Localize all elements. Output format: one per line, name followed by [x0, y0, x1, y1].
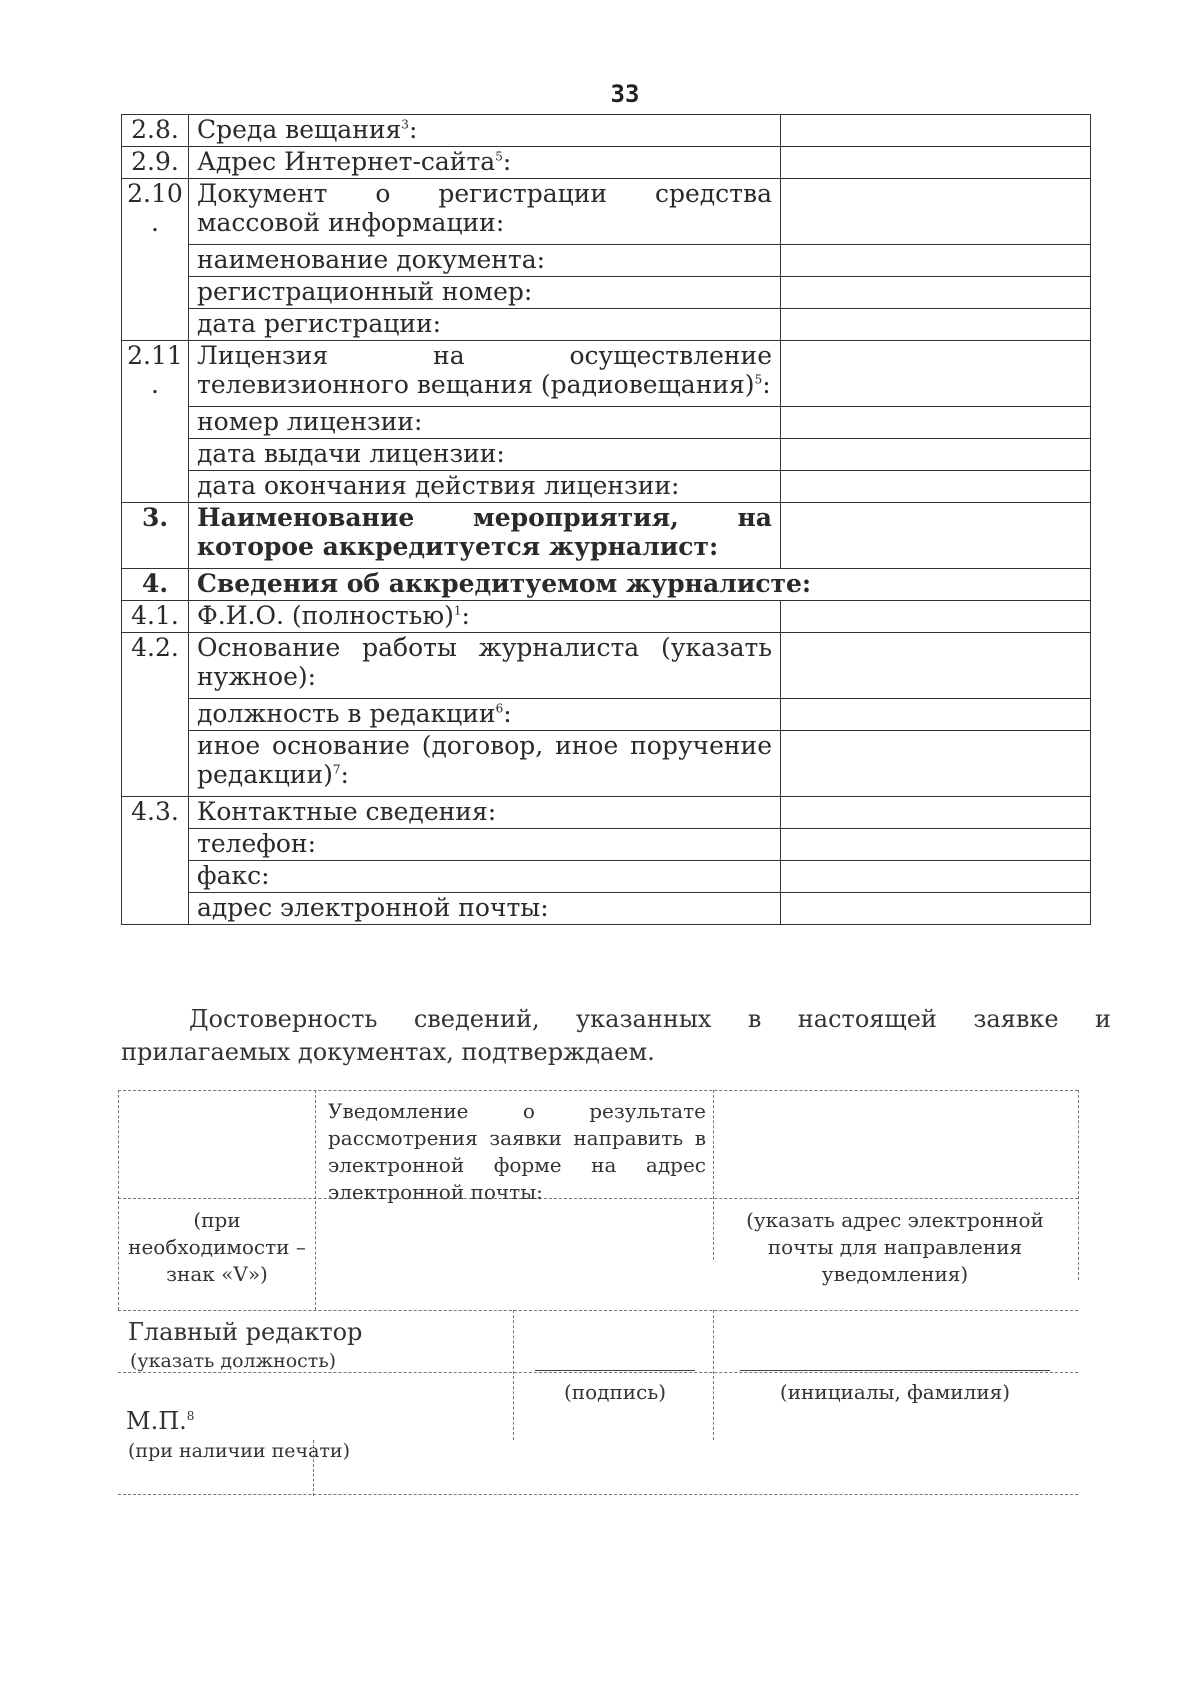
table-row [122, 439, 1091, 471]
row-number: 3. [122, 503, 189, 569]
signature-line[interactable] [535, 1370, 695, 1371]
checkbox-hint: (при необходимости – знак «V») [128, 1208, 306, 1286]
row-label: Основание работы журналиста (указать нужное): [189, 633, 781, 699]
row-label: адрес электронной почты: [189, 893, 781, 925]
row-value-cell[interactable] [781, 893, 1091, 925]
table-row [122, 147, 1091, 179]
row-value-cell[interactable] [781, 277, 1091, 309]
row-value-cell[interactable] [781, 439, 1091, 471]
confirmation-text: Достоверность сведений, указанных в настоящей заявке и прилагаемых документах, подтверждаем. [121, 1005, 1111, 1066]
row-label: Ф.И.О. (полностью)$^1$: [189, 601, 781, 633]
row-label: Лицензия на осуществление телевизионного вещания (радиовещания)$^5$: [189, 341, 781, 407]
row-label: наименование документа: [189, 245, 781, 277]
section-heading: Сведения об аккредитуемом журналисте: [189, 569, 1091, 601]
row-value-cell[interactable] [781, 341, 1091, 407]
email-input-area[interactable] [718, 1095, 1074, 1195]
row-number: 4. [122, 569, 189, 601]
divider [1078, 1090, 1079, 1280]
row-label: дата выдачи лицензии: [189, 439, 781, 471]
divider [118, 1090, 119, 1310]
table-row [122, 407, 1091, 439]
row-number: 4.3. [122, 797, 189, 925]
row-number: 2.11 . [122, 341, 189, 503]
row-value-cell[interactable] [781, 407, 1091, 439]
row-value-cell[interactable] [781, 503, 1091, 569]
application-form-table [121, 114, 1091, 925]
row-label: Среда вещания$^3$: [189, 115, 781, 147]
table-row [122, 893, 1091, 925]
table-row [122, 601, 1091, 633]
row-label: дата регистрации: [189, 309, 781, 341]
row-value-cell[interactable] [781, 245, 1091, 277]
table-row [122, 633, 1091, 699]
row-number: 2.8. [122, 115, 189, 147]
row-number: 2.10 . [122, 179, 189, 341]
table-row [122, 861, 1091, 893]
divider [713, 1090, 714, 1260]
row-label: Адрес Интернет-сайта$^5$: [189, 147, 781, 179]
row-value-cell[interactable] [781, 601, 1091, 633]
table-row [122, 245, 1091, 277]
row-label: Контактные сведения: [189, 797, 781, 829]
row-value-cell[interactable] [781, 633, 1091, 699]
row-value-cell[interactable] [781, 797, 1091, 829]
row-value-cell[interactable] [781, 471, 1091, 503]
row-label: Наименование мероприятия, на которое аккредитуется журналист: [189, 503, 781, 569]
row-label: факс: [189, 861, 781, 893]
table-row [122, 569, 1091, 601]
email-hint: (указать адрес электронной почты для направления уведомления) [746, 1208, 1044, 1286]
name-hint: (инициалы, фамилия) [779, 1380, 1011, 1404]
table-row [122, 277, 1091, 309]
row-value-cell[interactable] [781, 861, 1091, 893]
table-row [122, 309, 1091, 341]
row-label: Документ о регистрации средства массовой информации: [189, 179, 781, 245]
divider [118, 1310, 1078, 1311]
editor-hint: (указать должность) [130, 1350, 337, 1372]
table-row [122, 341, 1091, 407]
row-value-cell[interactable] [781, 829, 1091, 861]
row-value-cell[interactable] [781, 115, 1091, 147]
row-value-cell[interactable] [781, 731, 1091, 797]
divider [118, 1494, 1078, 1495]
divider [118, 1090, 1078, 1091]
table-row [122, 115, 1091, 147]
row-label: регистрационный номер: [189, 277, 781, 309]
row-value-cell[interactable] [781, 179, 1091, 245]
table-row [122, 471, 1091, 503]
signature-hint: (подпись) [563, 1380, 667, 1404]
table-row [122, 179, 1091, 245]
divider [315, 1090, 316, 1310]
row-number: 4.2. [122, 633, 189, 797]
divider [118, 1372, 1078, 1373]
table-row [122, 829, 1091, 861]
name-line[interactable] [740, 1370, 1050, 1371]
row-number: 4.1. [122, 601, 189, 633]
stamp-title: М.П.$^8$ [126, 1407, 195, 1435]
divider [513, 1310, 514, 1440]
row-label: должность в редакции$^6$: [189, 699, 781, 731]
table-row [122, 797, 1091, 829]
notice-checkbox[interactable] [320, 1205, 705, 1305]
page-number: 33 [610, 80, 640, 108]
table-row [122, 731, 1091, 797]
table-row [122, 503, 1091, 569]
table-row [122, 699, 1091, 731]
notice-text: Уведомление о результате рассмотрения заявки направить в электронной форме на адрес электронной почты: [328, 1099, 706, 1204]
row-label: дата окончания действия лицензии: [189, 471, 781, 503]
row-label: иное основание (договор, иное поручение редакции)$^7$: [189, 731, 781, 797]
stamp-hint: (при наличии печати) [128, 1440, 350, 1462]
editor-title: Главный редактор [128, 1318, 363, 1346]
row-value-cell[interactable] [781, 309, 1091, 341]
row-label: номер лицензии: [189, 407, 781, 439]
row-label: телефон: [189, 829, 781, 861]
row-value-cell[interactable] [781, 699, 1091, 731]
divider [713, 1310, 714, 1440]
row-value-cell[interactable] [781, 147, 1091, 179]
row-number: 2.9. [122, 147, 189, 179]
